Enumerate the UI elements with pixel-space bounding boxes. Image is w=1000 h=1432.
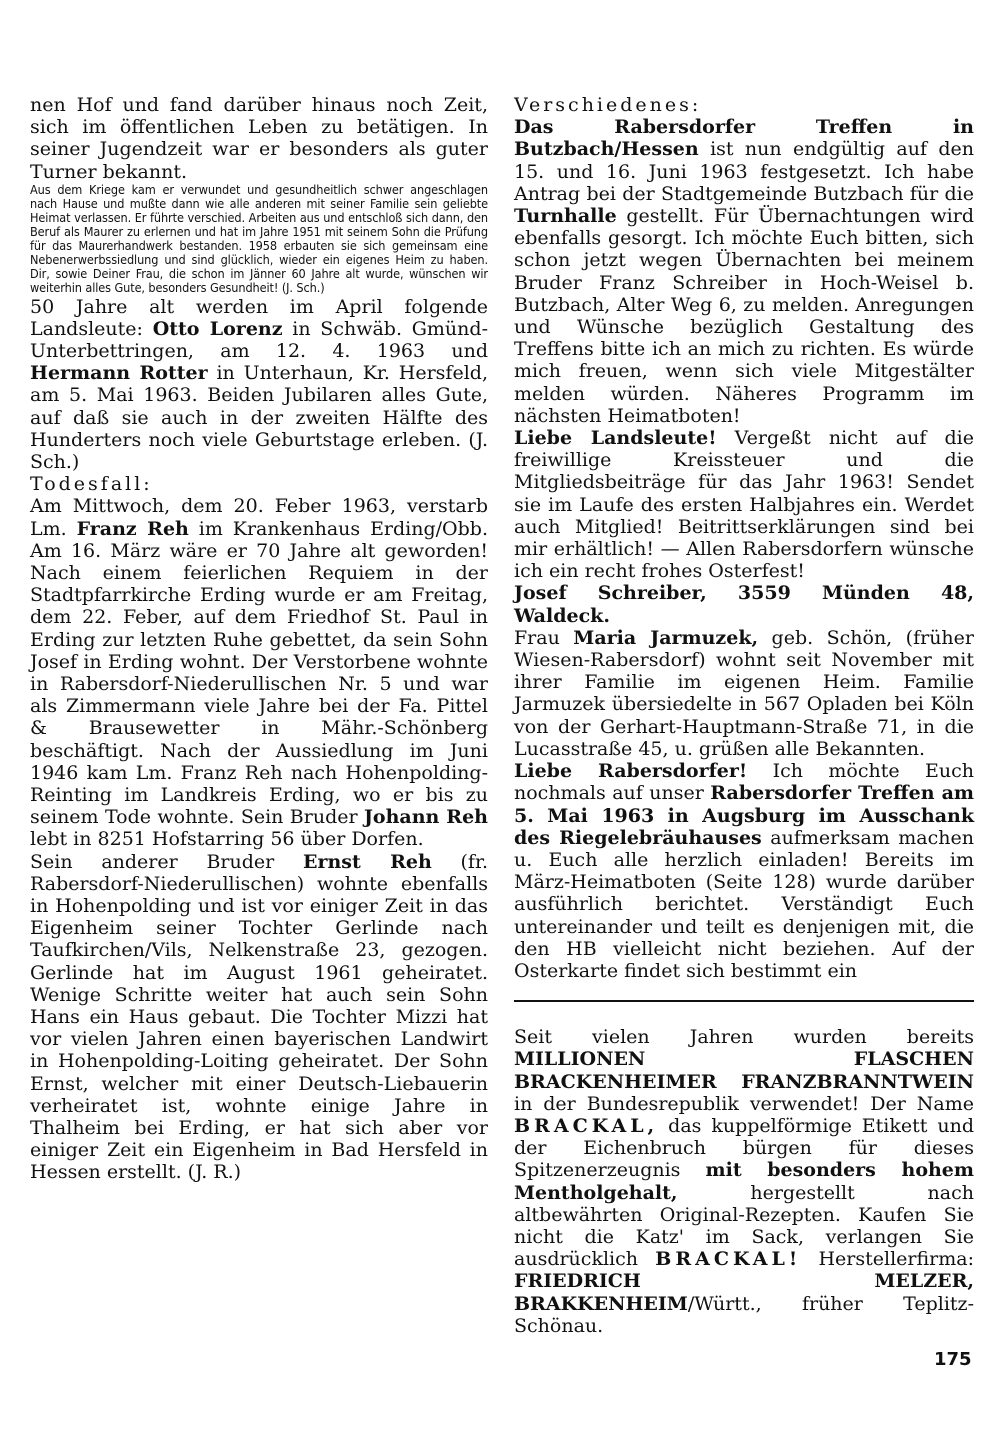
paragraph-treffen-butzbach: [514, 116, 974, 427]
right-column: [514, 94, 974, 1337]
text: geb. Schön, (früher Wiesen-Rabersdorf) wohnt seit November mit ihrer Familie im eigenen Heim. Familie Jarmuzek übersiedelte in 567 Opladen bei Köln von der Gerhart-Hauptmann-Straße 71, in die Lucasstraße 45, u. grüßen alle Bekannten.: [514, 626, 974, 760]
text: in der Bundesrepublik verwendet! Der Name: [514, 1092, 974, 1115]
signature-line: [514, 582, 974, 626]
text-bold: Rabersdorfer Treffen am 5. Mai 1963 in Augsburg im Ausschank des Riegelebräuhauses: [514, 782, 974, 849]
signature-bold: Josef Schreiber, 3559 Münden 48, Waldeck.: [514, 582, 974, 627]
paragraph-obituary-brother: [30, 851, 488, 1184]
text: Am Mittwoch, dem 20. Feber 1963, verstarb Lm.: [30, 495, 488, 540]
text-bold: Das Rabersdorfer Treffen in Butzbach/Hessen: [514, 116, 974, 161]
text: Sein anderer Bruder: [30, 850, 303, 873]
text: im Krankenhaus Erding/Obb. Am 16. März wäre er 70 Jahre alt geworden! Nach einem feierlichen Requiem in der Stadtpfarrkirche Erding wurde er am Freitag, dem 22. Feber, auf dem Friedhof St. Paul in Erding zur letzten Ruhe gebettet, da sein Sohn Josef in Erding wohnt. Der Verstorbene wohnte in Rabersdorf-Niederullischen Nr. 5 und war als Zimmermann viele Jahre bei der Fa. Pittel & Brausewetter in Mähr.-Schönberg beschäftigt. Nach der Aussiedlung im Juni 1946 kam Lm. Franz Reh nach Hohenpolding-Reinting im Landkreis Erding, wo er bis zu seinem Tode wohnte. Sein Bruder: [30, 517, 488, 829]
brand-name: BRACKAL!: [655, 1248, 802, 1271]
text: 50 Jahre alt werden im April folgende Landsleute:: [30, 295, 488, 340]
text-bold: MILLIONEN FLASCHEN BRACKENHEIMER FRANZBRANNTWEIN: [514, 1048, 974, 1093]
text: ist nun endgültig auf den 15. und 16. Juni 1963 festgesetzt. Ich habe Antrag bei der Stadtgemeinde Butzbach für die: [514, 138, 974, 205]
text: Vergeßt nicht auf die freiwillige Kreissteuer und die Mitgliedsbeiträge für das Jahr 1963! Sendet sie im Laufe des ersten Halbjahres ein. Werdet auch Mitglied! Beitrittserklärungen sind bei mir erhältlich! — Allen Rabersdorfern wünsche ich ein recht frohes Osterfest!: [514, 427, 974, 583]
paragraph-biography-small: Aus dem Kriege kam er verwundet und gesundheitlich schwer angeschlagen nach Hause und mußte dann wie alle anderen mit seiner Familie sein geliebte Heimat verlassen. Er führte verschied. Arbeiten aus und entschloß sich dann, den Beruf als Maurer zu erlernen und hat im Jahre 1951 mit seinem Sohn die Prüfung für das Maurerhandwerk bestanden. 1958 erbauten sie sich gemeinsam eine Nebenerwerbssiedlung und sind glücklich, wieder ein eigenes Heim zu haben. Dir, sowie Deiner Frau, die schon im Jänner 60 Jahre alt wurde, wünschen wir weiterhin alles Gute, besonders Gesundheit! (J. Sch.): [30, 181, 488, 296]
name-bold: Otto Lorenz: [152, 317, 283, 340]
text: aufmerksam machen u. Euch alle herzlich einladen! Bereits im März-Heimatboten (Seite 128) wurde darüber ausführlich berichtet. Verständigt Euch untereinander und teilt es denjenigen mit, die den HB vielleicht nicht beziehen. Auf der Osterkarte findet sich bestimmt ein: [514, 826, 974, 982]
name-bold: Hermann Rotter: [30, 362, 208, 385]
text: Herstellerfirma:: [801, 1248, 974, 1271]
text-bold: FRIEDRICH MELZER, BRAKKENHEIM: [514, 1270, 974, 1315]
text: gestellt. Für Übernachtungen wird ebenfalls gesorgt. Ich möchte Euch bitten, sich schon jetzt wegen Übernachten bei meinem Bruder Franz Schreiber in Hoch-Weisel b. Butzbach, Alter Weg 6, zu melden. Anregungen und Wünsche bezüglich Gestaltung des Treffens bitte ich an mich zu richten. Es würde mich freuen, wenn sich viele Mitgestälter melden würden. Näheres Programm im nächsten Heimatboten!: [514, 205, 974, 427]
text-bold: Liebe Rabersdorfer!: [514, 760, 748, 783]
advertisement-brackal: [514, 1026, 974, 1337]
text: in Schwäb. Gmünd-Unterbettringen, am 12. 4. 1963 und: [30, 317, 488, 362]
name-bold: Johann Reh: [363, 806, 488, 829]
text-bold: Turnhalle: [514, 205, 617, 228]
text: in Unterhaun, Kr. Hersfeld, am 5. Mai 1963. Beiden Jubilaren alles Gute, auf daß sie auch in der zweiten Hälfte des Hunderters noch viele Geburtstage erleben. (J. Sch.): [30, 362, 488, 473]
paragraph-landsleute: [514, 427, 974, 582]
text: /Württ., früher Teplitz-Schönau.: [514, 1292, 974, 1337]
paragraph-obituary: [30, 495, 488, 850]
text: lebt in 8251 Hofstarring 56 über Dorfen.: [30, 828, 424, 851]
left-column: [30, 94, 488, 1184]
section-heading-verschiedenes: Verschiedenes:: [514, 94, 702, 116]
brand-name: BRACKAL,: [514, 1114, 659, 1137]
divider-rule: [514, 1000, 974, 1002]
name-bold: Ernst Reh: [302, 850, 432, 873]
text: Ich möchte Euch nochmals auf unser: [514, 760, 974, 805]
name-bold: Maria Jarmuzek,: [573, 626, 759, 649]
name-bold: Franz Reh: [76, 517, 189, 540]
text: (fr. Rabersdorf-Niederullischen) wohnte ebenfalls in Hohenpolding und ist vor einiger Zeit in das Eigenheim seiner Tochter Gerlinde nach Taufkirchen/Vils, Nelkenstraße 23, gezogen. Gerlinde hat im August 1961 geheiratet. Wenige Schritte weiter hat auch sein Sohn Hans ein Haus gebaut. Die Tochter Mizzi hat vor vielen Jahren einen bayerischen Landwirt in Hohenpolding-Loiting geheiratet. Der Sohn Ernst, welcher mit einer Deutsch-Liebauerin verheiratet ist, wohnte einige Jahre in Thalheim bei Erding, er hat sich aber vor einiger Zeit ein Eigenheim in Bad Hersfeld in Hessen erstellt. (J. R.): [30, 850, 488, 1184]
text-bold: Liebe Landsleute!: [514, 427, 717, 450]
text: hergestellt nach altbewährten Original-Rezepten. Kaufen Sie nicht die Katz' im Sack, verlangen Sie ausdrücklich: [514, 1181, 974, 1271]
text: Frau: [514, 626, 574, 649]
section-heading-todesfall: Todesfall:: [30, 473, 153, 496]
paragraph-birthdays: [30, 296, 488, 474]
text: das kuppelförmige Etikett und der Eichenbruch bürgen für dieses Spitzenerzeugnis: [514, 1114, 974, 1182]
text-bold: mit besonders hohem Mentholgehalt,: [514, 1159, 975, 1204]
paragraph-jubilee-intro: nen Hof und fand darüber hinaus noch Zeit, sich im öffentlichen Leben zu betätigen. In seiner Jugendzeit war er besonders als guter Turner bekannt.: [30, 94, 488, 183]
page-number: 175: [934, 1349, 972, 1370]
paragraph-jarmuzek: [514, 627, 974, 760]
text: Seit vielen Jahren wurden bereits: [514, 1026, 974, 1049]
paragraph-treffen-augsburg: [514, 760, 974, 982]
